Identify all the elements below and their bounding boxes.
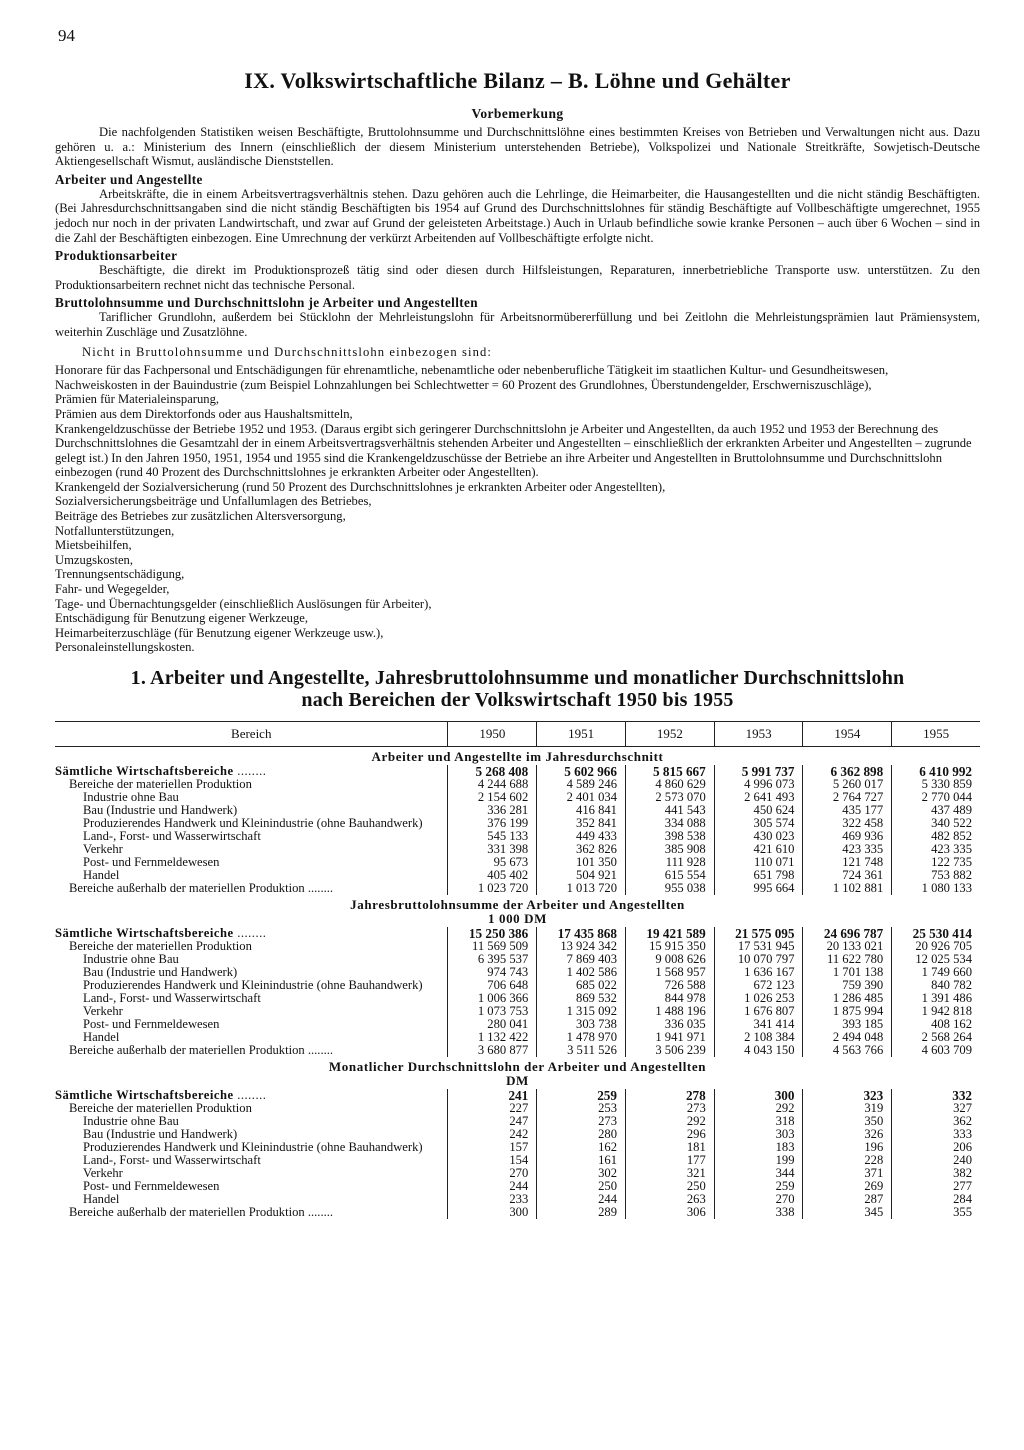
table-title-line1: 1. Arbeiter und Angestellte, Jahresbruttolohnsumme und monatlicher Durchschnittslohn (130, 667, 905, 689)
table-row (55, 1044, 980, 1057)
cell-value: 17 531 945 (714, 940, 803, 953)
cell-value: 1 006 366 (448, 992, 537, 1005)
cell-value: 250 (537, 1180, 626, 1193)
table-header-row (55, 722, 980, 747)
cell-value: 244 (537, 1193, 626, 1206)
cell-value: 672 123 (714, 979, 803, 992)
cell-value: 284 (892, 1193, 980, 1206)
cell-value: 1 391 486 (892, 992, 980, 1005)
cell-value: 4 996 073 (714, 778, 803, 791)
cell-value: 355 (892, 1206, 980, 1219)
section-title-cell (55, 747, 980, 766)
exclusion-item: Nachweiskosten in der Bauindustrie (zum Beispiel Lohnzahlungen bei Schlechtwetter = 60 Prozent des Grundlohnes, Überstundengelder, Erschwerniszuschläge), (55, 377, 872, 392)
row-label: Industrie ohne Bau (83, 790, 179, 804)
cell-value: 5 602 966 (537, 765, 626, 778)
cell-value: 227 (448, 1102, 537, 1115)
row-label: Industrie ohne Bau (83, 1114, 179, 1128)
col-header-year: 1953 (714, 722, 803, 747)
cell-value: 344 (714, 1167, 803, 1180)
exclusion-item: Prämien für Materialeinsparung, (55, 392, 220, 407)
row-label: Produzierendes Handwerk und Kleinindustrie (ohne Bauhandwerk) (83, 978, 423, 992)
cell-value: 300 (714, 1089, 803, 1102)
cell-value: 5 268 408 (448, 765, 537, 778)
cell-value: 382 (892, 1167, 980, 1180)
cell-value: 331 398 (448, 843, 537, 856)
cell-value: 2 641 493 (714, 791, 803, 804)
cell-value: 340 522 (892, 817, 980, 830)
exclusion-item: Heimarbeiterzuschläge (für Benutzung eigener Werkzeuge usw.), (55, 625, 384, 640)
col-header-year: 1951 (537, 722, 626, 747)
cell-value: 20 133 021 (803, 940, 892, 953)
row-label: Bereiche außerhalb der materiellen Produktion ..... (55, 1044, 448, 1057)
cell-value: 247 (448, 1115, 537, 1128)
cell-value: 15 915 350 (625, 940, 714, 953)
section-text-bruttolohnsumme: Tariflicher Grundlohn, außerdem bei Stücklohn der Mehrleistungslohn für Arbeitsnormübererfüllung und bei Zeitlohn die Mehrleistungsprämien laut Prämiensystem, weiterhin Zuschläge und Zusatzlöhne. (55, 310, 980, 339)
cell-value: 10 070 797 (714, 953, 803, 966)
cell-value: 253 (537, 1102, 626, 1115)
cell-value: 1 286 485 (803, 992, 892, 1005)
cell-value: 4 043 150 (714, 1044, 803, 1057)
cell-value: 4 589 246 (537, 778, 626, 791)
cell-value: 5 330 859 (892, 778, 980, 791)
cell-value: 450 624 (714, 804, 803, 817)
cell-value: 177 (625, 1154, 714, 1167)
cell-value: 332 (892, 1089, 980, 1102)
cell-value: 250 (625, 1180, 714, 1193)
section-heading-arbeiter: Arbeiter und Angestellte (55, 171, 203, 187)
cell-value: 323 (803, 1089, 892, 1102)
section-text-arbeiter: Arbeitskräfte, die in einem Arbeitsvertragsverhältnis stehen. Dazu gehören auch die Lehrlinge, die Heimarbeiter, die Hausangestellten und die nicht ständig Beschäftigten. (Bei Jahresdurchschnittsangaben sind die nicht ständig Beschäftigten bis 1954 auf Grund des Durchschnittslohnes für ständig Beschäftigte auf Vollbeschäftigte umgerechnet, 1955 jedoch nur noch in der privaten Landwirtschaft, und zwar auf Grund der geleisteten Arbeitstage.) Auch in Urlaub befindliche sowie kranke Personen – auch über 6 Wochen – sind in die Zahl der Beschäftigten einbezogen. Eine Umrechnung der verkürzt Arbeitenden auf Vollbeschäftigte erfolgte nicht. (55, 186, 980, 245)
row-label: Bereiche außerhalb der materiellen Produktion ..... (55, 1206, 448, 1219)
cell-value: 1 102 881 (803, 882, 892, 895)
cell-value: 4 563 766 (803, 1044, 892, 1057)
cell-value: 5 815 667 (625, 765, 714, 778)
row-label: Bereiche der materiellen Produktion (69, 777, 252, 791)
section-title: Monatlicher Durchschnittslohn der Arbeiter und Angestellten (328, 1059, 707, 1074)
data-table (55, 721, 980, 1219)
cell-value: 244 (448, 1180, 537, 1193)
cell-value: 242 (448, 1128, 537, 1141)
cell-value: 269 (803, 1180, 892, 1193)
row-label: Industrie ohne Bau (83, 952, 179, 966)
cell-value: 101 350 (537, 856, 626, 869)
cell-value: 706 648 (448, 979, 537, 992)
cell-value: 154 (448, 1154, 537, 1167)
page-number: 94 (58, 26, 75, 45)
cell-value: 1 073 753 (448, 1005, 537, 1018)
cell-value: 300 (448, 1206, 537, 1219)
cell-value: 1 402 586 (537, 966, 626, 979)
cell-value: 259 (714, 1180, 803, 1193)
section-unit: 1 000 DM (488, 911, 547, 926)
cell-value: 545 133 (448, 830, 537, 843)
cell-value: 280 041 (448, 1018, 537, 1031)
cell-value: 2 770 044 (892, 791, 980, 804)
cell-value: 4 603 709 (892, 1044, 980, 1057)
row-label: Land-, Forst- und Wasserwirtschaft (83, 829, 261, 843)
exclusion-item: Entschädigung für Benutzung eigener Werkzeuge, (55, 611, 308, 626)
row-label: Handel (83, 1030, 120, 1044)
cell-value: 437 489 (892, 804, 980, 817)
cell-value: 504 921 (537, 869, 626, 882)
row-label: Handel (83, 868, 120, 882)
exclusion-item: Tage- und Übernachtungsgelder (einschließlich Auslösungen für Arbeiter), (55, 596, 432, 611)
cell-value: 3 511 526 (537, 1044, 626, 1057)
row-label: Produzierendes Handwerk und Kleinindustrie (ohne Bauhandwerk) (83, 816, 423, 830)
row-label: Verkehr (83, 1166, 123, 1180)
row-label: Bau (Industrie und Handwerk) (83, 1127, 238, 1141)
page-title: IX. Volkswirtschaftliche Bilanz – B. Löhne und Gehälter (244, 68, 791, 93)
cell-value: 371 (803, 1167, 892, 1180)
cell-value: 289 (537, 1206, 626, 1219)
cell-value: 19 421 589 (625, 927, 714, 940)
cell-value: 1 023 720 (448, 882, 537, 895)
cell-value: 974 743 (448, 966, 537, 979)
cell-value: 1 568 957 (625, 966, 714, 979)
cell-value: 2 568 264 (892, 1031, 980, 1044)
cell-value: 318 (714, 1115, 803, 1128)
cell-value: 1 942 818 (892, 1005, 980, 1018)
row-label: Bereiche außerhalb der materiellen Produktion ..... (55, 882, 448, 895)
cell-value: 482 852 (892, 830, 980, 843)
table-section-header (55, 895, 980, 927)
cell-value: 121 748 (803, 856, 892, 869)
cell-value: 350 (803, 1115, 892, 1128)
exclusion-item: Krankengeld der Sozialversicherung (rund 50 Prozent des Durchschnittslohnes je erkrankten Arbeiter oder Angestellten), (55, 479, 666, 494)
cell-value: 615 554 (625, 869, 714, 882)
cell-value: 305 574 (714, 817, 803, 830)
row-label: Verkehr (83, 842, 123, 856)
exclusion-item: Krankengeldzuschüsse der Betriebe 1952 und 1953. (Daraus ergibt sich geringerer Durchschnittslohn je Arbeiter und Angestellten, da auch 1952 und 1953 der Berechnung des Durchschnittslohnes die Gesamtzahl der in einem Arbeitsvertragsverhältnis stehenden Arbeiter und Angestellten – einschließlich der erkrankten Arbeiter und Angestellten – zugrunde gelegt ist.) In den Jahren 1950, 1951, 1954 und 1955 sind die Krankengeldzuschüsse der Betriebe an ihre Arbeiter und Angestellten in Bruttolohnsumme und Durchschnittslohn einbezogen (rund 40 Prozent des Durchschnittslohnes je erkrankten Arbeiter oder Angestellten). (55, 421, 972, 480)
cell-value: 95 673 (448, 856, 537, 869)
row-label: Handel (83, 1192, 120, 1206)
cell-value: 228 (803, 1154, 892, 1167)
exclusions-intro: Nicht in Bruttolohnsumme und Durchschnittslohn einbezogen sind: (82, 344, 492, 359)
exclusion-item: Honorare für das Fachpersonal und Entschädigungen für ehrenamtliche, nebenamtliche oder nebenberufliche Tätigkeit im staatlichen Kultur- und Gesundheitswesen, (55, 363, 889, 378)
cell-value: 24 696 787 (803, 927, 892, 940)
cell-value: 157 (448, 1141, 537, 1154)
cell-value: 362 (892, 1115, 980, 1128)
cell-value: 263 (625, 1193, 714, 1206)
cell-value: 955 038 (625, 882, 714, 895)
cell-value: 296 (625, 1128, 714, 1141)
row-label: Land-, Forst- und Wasserwirtschaft (83, 991, 261, 1005)
row-label: Bau (Industrie und Handwerk) (83, 965, 238, 979)
cell-value: 1 132 422 (448, 1031, 537, 1044)
cell-value: 423 335 (892, 843, 980, 856)
cell-value: 25 530 414 (892, 927, 980, 940)
cell-value: 449 433 (537, 830, 626, 843)
exclusion-item: Fahr- und Wegegelder, (55, 582, 170, 597)
row-label: Sämtliche Wirtschaftsbereiche ..... (55, 1089, 448, 1102)
col-header-bereich: Bereich (55, 722, 448, 747)
cell-value: 3 506 239 (625, 1044, 714, 1057)
cell-value: 1 701 138 (803, 966, 892, 979)
section-heading-bruttolohnsumme: Bruttolohnsumme und Durchschnittslohn je Arbeiter und Angestellten (55, 295, 479, 311)
cell-value: 12 025 534 (892, 953, 980, 966)
exclusion-item: Sozialversicherungsbeiträge und Unfallumlagen des Betriebes, (55, 494, 372, 509)
cell-value: 21 575 095 (714, 927, 803, 940)
cell-value: 302 (537, 1167, 626, 1180)
section-title: Jahresbruttolohnsumme der Arbeiter und Angestellten (350, 897, 685, 912)
cell-value: 1 315 092 (537, 1005, 626, 1018)
section-text-produktionsarbeiter: Beschäftigte, die direkt im Produktionsprozeß tätig sind oder diesen durch Hilfsleistungen, Reparaturen, innerbetriebliche Transporte usw. unterstützen. Zu den Produktionsarbeitern rechnet nicht das technische Personal. (55, 263, 980, 292)
cell-value: 724 361 (803, 869, 892, 882)
cell-value: 181 (625, 1141, 714, 1154)
cell-value: 319 (803, 1102, 892, 1115)
cell-value: 13 924 342 (537, 940, 626, 953)
cell-value: 327 (892, 1102, 980, 1115)
cell-value: 2 764 727 (803, 791, 892, 804)
cell-value: 6 410 992 (892, 765, 980, 778)
table-row (55, 882, 980, 895)
cell-value: 341 414 (714, 1018, 803, 1031)
cell-value: 1 488 196 (625, 1005, 714, 1018)
cell-value: 326 (803, 1128, 892, 1141)
cell-value: 336 281 (448, 804, 537, 817)
table-title (55, 667, 980, 711)
exclusion-item: Personaleinstellungskosten. (55, 640, 195, 655)
cell-value: 2 154 602 (448, 791, 537, 804)
cell-value: 753 882 (892, 869, 980, 882)
exclusion-item: Prämien aus dem Direktorfonds oder aus Haushaltsmitteln, (55, 406, 353, 421)
cell-value: 2 401 034 (537, 791, 626, 804)
cell-value: 278 (625, 1089, 714, 1102)
cell-value: 196 (803, 1141, 892, 1154)
cell-value: 2 108 384 (714, 1031, 803, 1044)
cell-value: 334 088 (625, 817, 714, 830)
cell-value: 3 680 877 (448, 1044, 537, 1057)
cell-value: 352 841 (537, 817, 626, 830)
cell-value: 408 162 (892, 1018, 980, 1031)
cell-value: 11 569 509 (448, 940, 537, 953)
cell-value: 20 926 705 (892, 940, 980, 953)
cell-value: 1 941 971 (625, 1031, 714, 1044)
cell-value: 110 071 (714, 856, 803, 869)
exclusion-item: Mietsbeihilfen, (55, 538, 132, 553)
cell-value: 7 869 403 (537, 953, 626, 966)
cell-value: 759 390 (803, 979, 892, 992)
cell-value: 844 978 (625, 992, 714, 1005)
table-title-line2: nach Bereichen der Volkswirtschaft 1950 bis 1955 (301, 689, 734, 711)
cell-value: 11 622 780 (803, 953, 892, 966)
cell-value: 9 008 626 (625, 953, 714, 966)
cell-value: 333 (892, 1128, 980, 1141)
cell-value: 292 (625, 1115, 714, 1128)
row-label: Post- und Fernmeldewesen (83, 855, 220, 869)
cell-value: 869 532 (537, 992, 626, 1005)
section-unit: DM (506, 1073, 529, 1088)
cell-value: 4 860 629 (625, 778, 714, 791)
col-header-year: 1954 (803, 722, 892, 747)
cell-value: 17 435 868 (537, 927, 626, 940)
vorbemerkung-text: Die nachfolgenden Statistiken weisen Beschäftigte, Bruttolohnsumme und Durchschnittslöhne eines bestimmten Kreises von Betrieben und Verwaltungen nicht aus. Dazu gehören u. a.: Ministerium des Innern (einschließlich der diesem Ministerium unterstehenden Betriebe), Volkspolizei und Nationale Streitkräfte, Sowjetisch-Deutsche Aktiengesellschaft Wismut, ausländische Dienststellen. (55, 125, 980, 169)
exclusion-item: Notfallunterstützungen, (55, 523, 175, 538)
cell-value: 199 (714, 1154, 803, 1167)
cell-value: 393 185 (803, 1018, 892, 1031)
cell-value: 2 573 070 (625, 791, 714, 804)
row-label: Land-, Forst- und Wasserwirtschaft (83, 1153, 261, 1167)
cell-value: 162 (537, 1141, 626, 1154)
cell-value: 398 538 (625, 830, 714, 843)
cell-value: 430 023 (714, 830, 803, 843)
cell-value: 321 (625, 1167, 714, 1180)
page-content (55, 24, 980, 1219)
exclusion-item: Umzugskosten, (55, 552, 134, 567)
cell-value: 1 478 970 (537, 1031, 626, 1044)
cell-value: 6 362 898 (803, 765, 892, 778)
col-header-year: 1955 (892, 722, 980, 747)
row-label: Bereiche der materiellen Produktion (69, 1101, 252, 1115)
cell-value: 423 335 (803, 843, 892, 856)
cell-value: 273 (625, 1102, 714, 1115)
cell-value: 685 022 (537, 979, 626, 992)
section-title: Arbeiter und Angestellte im Jahresdurchschnitt (371, 749, 664, 764)
cell-value: 651 798 (714, 869, 803, 882)
cell-value: 405 402 (448, 869, 537, 882)
cell-value: 336 035 (625, 1018, 714, 1031)
cell-value: 338 (714, 1206, 803, 1219)
cell-value: 259 (537, 1089, 626, 1102)
exclusions-list (55, 363, 980, 655)
cell-value: 435 177 (803, 804, 892, 817)
cell-value: 206 (892, 1141, 980, 1154)
cell-value: 840 782 (892, 979, 980, 992)
row-label: Post- und Fernmeldewesen (83, 1179, 220, 1193)
cell-value: 421 610 (714, 843, 803, 856)
cell-value: 306 (625, 1206, 714, 1219)
row-label: Sämtliche Wirtschaftsbereiche ..... (55, 765, 448, 778)
col-header-year: 1950 (448, 722, 537, 747)
cell-value: 362 826 (537, 843, 626, 856)
row-label: Verkehr (83, 1004, 123, 1018)
cell-value: 183 (714, 1141, 803, 1154)
cell-value: 292 (714, 1102, 803, 1115)
row-label: Bau (Industrie und Handwerk) (83, 803, 238, 817)
cell-value: 1 749 660 (892, 966, 980, 979)
row-label: Sämtliche Wirtschaftsbereiche ..... (55, 927, 448, 940)
cell-value: 161 (537, 1154, 626, 1167)
cell-value: 322 458 (803, 817, 892, 830)
cell-value: 287 (803, 1193, 892, 1206)
table-section-header (55, 1057, 980, 1089)
cell-value: 270 (714, 1193, 803, 1206)
cell-value: 270 (448, 1167, 537, 1180)
cell-value: 441 543 (625, 804, 714, 817)
cell-value: 280 (537, 1128, 626, 1141)
row-label: Produzierendes Handwerk und Kleinindustrie (ohne Bauhandwerk) (83, 1140, 423, 1154)
cell-value: 303 738 (537, 1018, 626, 1031)
cell-value: 233 (448, 1193, 537, 1206)
row-label: Bereiche der materiellen Produktion (69, 939, 252, 953)
exclusion-item: Trennungsentschädigung, (55, 567, 185, 582)
cell-value: 345 (803, 1206, 892, 1219)
cell-value: 385 908 (625, 843, 714, 856)
cell-value: 241 (448, 1089, 537, 1102)
cell-value: 5 260 017 (803, 778, 892, 791)
cell-value: 416 841 (537, 804, 626, 817)
table-section-header (55, 747, 980, 766)
cell-value: 1 013 720 (537, 882, 626, 895)
cell-value: 4 244 688 (448, 778, 537, 791)
cell-value: 15 250 386 (448, 927, 537, 940)
section-title-cell (55, 1057, 980, 1089)
cell-value: 122 735 (892, 856, 980, 869)
cell-value: 2 494 048 (803, 1031, 892, 1044)
cell-value: 376 199 (448, 817, 537, 830)
cell-value: 303 (714, 1128, 803, 1141)
row-label: Post- und Fernmeldewesen (83, 1017, 220, 1031)
cell-value: 6 395 537 (448, 953, 537, 966)
cell-value: 111 928 (625, 856, 714, 869)
cell-value: 469 936 (803, 830, 892, 843)
table-row (55, 1206, 980, 1219)
cell-value: 1 636 167 (714, 966, 803, 979)
section-title-cell (55, 895, 980, 927)
col-header-year: 1952 (625, 722, 714, 747)
cell-value: 1 676 807 (714, 1005, 803, 1018)
cell-value: 5 991 737 (714, 765, 803, 778)
cell-value: 726 588 (625, 979, 714, 992)
vorbemerkung-heading: Vorbemerkung (471, 106, 564, 121)
cell-value: 240 (892, 1154, 980, 1167)
exclusion-item: Beiträge des Betriebes zur zusätzlichen Altersversorgung, (55, 509, 346, 524)
cell-value: 1 875 994 (803, 1005, 892, 1018)
cell-value: 1 080 133 (892, 882, 980, 895)
cell-value: 1 026 253 (714, 992, 803, 1005)
cell-value: 273 (537, 1115, 626, 1128)
cell-value: 995 664 (714, 882, 803, 895)
cell-value: 277 (892, 1180, 980, 1193)
section-heading-produktionsarbeiter: Produktionsarbeiter (55, 248, 178, 264)
